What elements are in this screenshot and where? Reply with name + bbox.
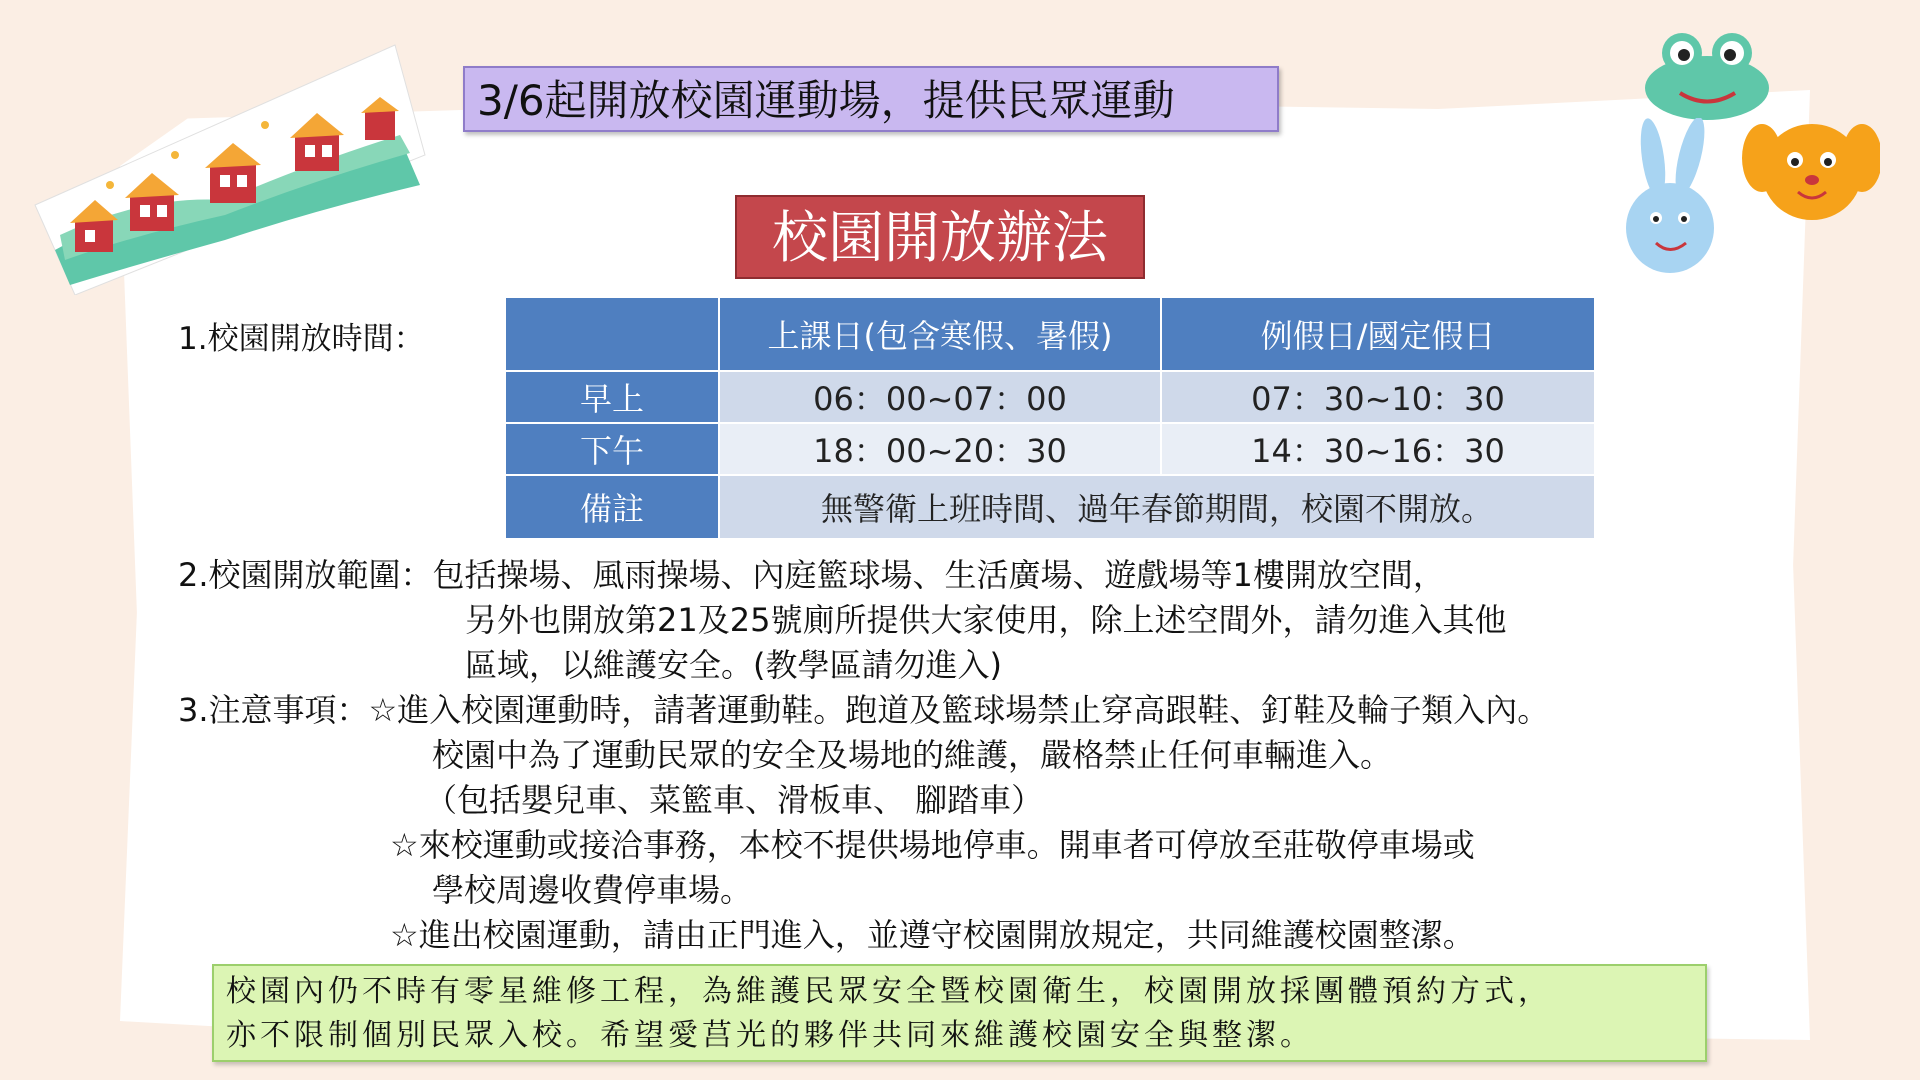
- section3-line: 校園中為了運動民眾的安全及場地的維護，嚴格禁止任何車輛進入。: [432, 736, 1393, 774]
- dog-icon: [1740, 110, 1880, 230]
- table-cell: 18：00~20：30: [719, 423, 1161, 475]
- table-cell: 07：30~10：30: [1161, 371, 1595, 423]
- section3-line: 學校周邊收費停車場。: [432, 871, 753, 909]
- section3-line: （包括嬰兒車、菜籃車、滑板車、 腳踏車）: [425, 781, 1044, 819]
- rabbit-icon: [1618, 118, 1728, 278]
- notice-line: 校園內仍不時有零星維修工程，為維護民眾安全暨校園衛生，校園開放採團體預約方式，: [226, 974, 1552, 1009]
- announcement-banner: 3/6起開放校園運動場，提供民眾運動: [463, 66, 1279, 132]
- table-header-row: [505, 297, 1595, 371]
- table-header-cell: 上課日(包含寒假、暑假): [719, 297, 1161, 371]
- table-cell: 無警衛上班時間、過年春節期間，校園不開放。: [719, 475, 1595, 539]
- schedule-table: [504, 296, 1596, 540]
- table-cell: 14：30~16：30: [1161, 423, 1595, 475]
- table-row: [505, 371, 1595, 423]
- table-cell: 06：00~07：00: [719, 371, 1161, 423]
- table-header-cell: [505, 297, 719, 371]
- section1-label: 1.校園開放時間：: [178, 321, 425, 357]
- section3-line: ☆來校運動或接洽事務，本校不提供場地停車。開車者可停放至莊敬停車場或: [390, 826, 1475, 864]
- section2-line: 區域，以維護安全。(教學區請勿進入): [465, 646, 1002, 684]
- notice-line: 亦不限制個別民眾入校。希望愛莒光的夥伴共同來維護校園安全與整潔。: [226, 1018, 1314, 1053]
- notice-box: [212, 964, 1707, 1062]
- row-label: 早上: [505, 371, 719, 423]
- table-row: [505, 475, 1595, 539]
- section3-line: 3.注意事項：☆進入校園運動時，請著運動鞋。跑道及籃球場禁止穿高跟鞋、釘鞋及輪子類入內。: [178, 691, 1550, 729]
- row-label: 備註: [505, 475, 719, 539]
- frog-icon: [1640, 28, 1775, 123]
- table-row: [505, 423, 1595, 475]
- section3-line: ☆進出校園運動，請由正門進入，並遵守校園開放規定，共同維護校園整潔。: [390, 916, 1475, 954]
- row-label: 下午: [505, 423, 719, 475]
- section2-line: 另外也開放第21及25號廁所提供大家使用，除上述空間外，請勿進入其他: [465, 601, 1507, 639]
- houses-boat-icon: [15, 35, 435, 295]
- section2-line: 2.校園開放範圍：包括操場、風雨操場、內庭籃球場、生活廣場、遊戲場等1樓開放空間，: [178, 556, 1445, 594]
- table-header-cell: 例假日/國定假日: [1161, 297, 1595, 371]
- page-title: 校園開放辦法: [735, 195, 1145, 279]
